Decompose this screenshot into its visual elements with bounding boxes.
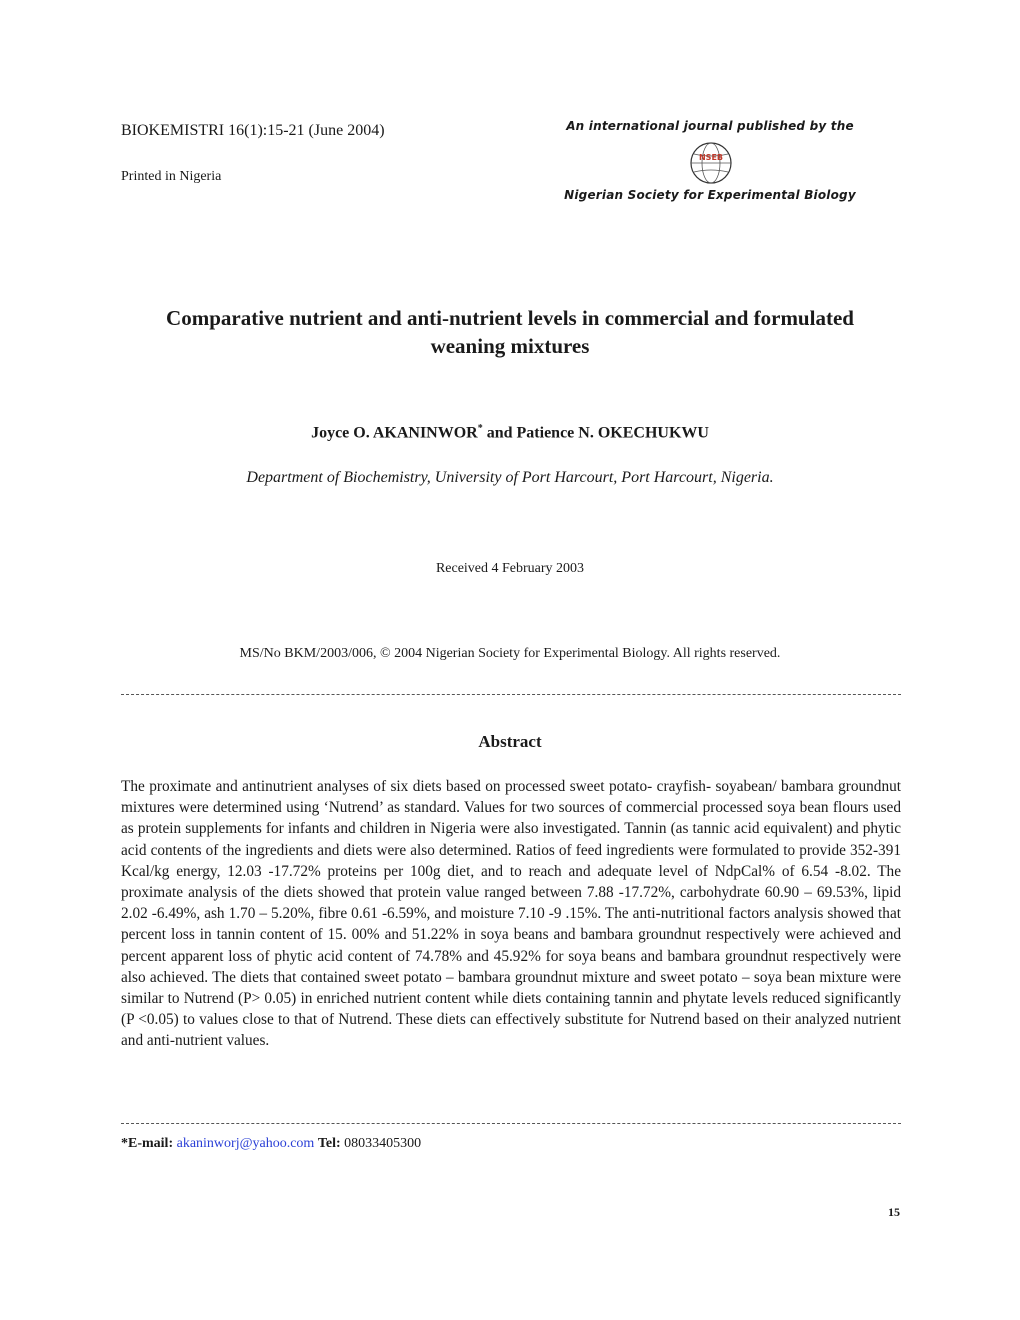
authors [110,423,910,442]
contact-line [121,1136,421,1152]
society-name: Nigerian Society for Experimental Biology [564,188,856,202]
abstract-heading: Abstract [478,732,542,751]
printed-location: Printed in Nigeria [121,169,222,184]
society-tagline: An international journal published by the [566,119,854,133]
email-link[interactable]: akaninworj@yahoo.com [176,1136,315,1151]
society-logo-icon [688,140,734,186]
journal-reference: BIOKEMISTRI 16(1):15-21 (June 2004) [121,122,385,139]
manuscript-number: MS/No BKM/2003/006, © 2004 Nigerian Society for Experimental Biology. All rights reserved. [239,646,781,661]
affiliation: Department of Biochemistry, University of Port Harcourt, Port Harcourt, Nigeria. [246,469,774,486]
title-line-1: Comparative nutrient and anti-nutrient levels in commercial and formulated [166,306,854,330]
divider-top [121,694,901,695]
email-label: *E-mail: [121,1136,174,1151]
abstract-text: The proximate and antinutrient analyses of six diets based on processed sweet potato- crayfish- soyabean/ bambara groundnut mixtures were determined using ‘Nutrend’ as standard. Values for two sources of commercial processed soya bean flours used as protein supplements for infants and children in Nigeria were also investigated. Tannin (as tannic acid equivalent) and phytic acid contents of the ingredients and diets were also determined. Ratios of feed ingredients were formulated to provide 352-391 Kcal/kg energy, 12.03 -17.72% proteins per 100g diet, and to reach and adequate level of NdpCal% of 6.54 -8.02. The proximate analysis of the diets showed that protein value ranged between 7.88 -17.72%, carbohydrate 60.90 – 69.53%, lipid 2.02 -6.49%, ash 1.70 – 5.20%, fibre 0.61 -6.59%, and moisture 7.10 -9 .15%. The anti-nutritional factors analysis showed that percent loss in tannin content of 15. 00% and 51.22% in soya beans and bambara groundnut respectively were achieved and percent apparent loss of phytic acid content of 74.78% and 45.92% for soya beans and bambara groundnut respectively were also achieved. The diets that contained sweet potato – bambara groundnut mixture and sweet potato – soya bean mixture were similar to Nutrend (P> 0.05) in enriched nutrient content while diets containing tannin and phytate levels reduced significantly (P <0.05) to values close to that of Nutrend. These diets can effectively substitute for Nutrend based on their analyzed nutrient and anti-nutrient values. [121,778,901,1050]
corresponding-mark: * [477,423,483,434]
title-line-2: weaning mixtures [430,334,590,358]
author-rest: and Patience N. OKECHUKWU [482,424,709,442]
page-number: 15 [888,1205,900,1219]
article-title [110,304,910,360]
tel-number: 08033405300 [344,1136,422,1151]
logo-text: NSEB [698,153,724,162]
divider-bottom [121,1123,901,1124]
received-date: Received 4 February 2003 [435,561,585,576]
tel-label: Tel: [317,1136,341,1151]
author-1: Joyce O. AKANINWOR [311,424,478,442]
